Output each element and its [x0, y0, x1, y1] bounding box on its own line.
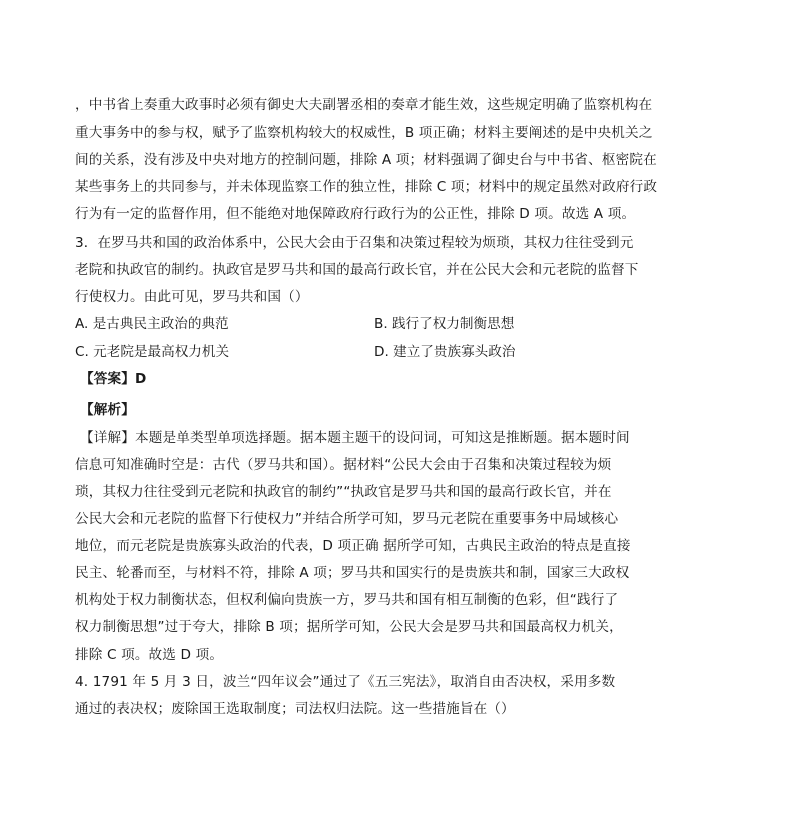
option-d: D. 建立了贵族寡头政治	[374, 344, 516, 360]
analysis-line: 机构处于权力制衡状态，但权利偏向贵族一方，罗马共和国有相互制衡的色彩，但“践行了	[75, 592, 619, 608]
text-line: ，中书省上奏重大政事时必须有御史大夫副署丞相的奏章才能生效，这些规定明确了监察机构在	[75, 97, 653, 113]
option-b: B. 践行了权力制衡思想	[374, 316, 515, 332]
analysis-line: 排除 C 项。故选 D 项。	[75, 647, 224, 663]
text-line: 间的关系，没有涉及中央对地方的控制问题，排除 A 项；材料强调了御史台与中书省、枢密院在	[75, 152, 657, 168]
text-line: 行为有一定的监督作用，但不能绝对地保障政府行政行为的公正性，排除 D 项。故选 A 项。	[75, 206, 636, 222]
question-3-stem: 行使权力。由此可见，罗马共和国（）	[75, 289, 309, 305]
analysis-label: 【解析】	[80, 402, 135, 418]
question-4-stem: 4. 1791 年 5 月 3 日，波兰“四年议会”通过了《五三宪法》，取消自由否决权，采用多数	[75, 674, 616, 690]
analysis-line: 地位，而元老院是贵族寡头政治的代表，D 项正确 据所学可知，古典民主政治的特点是直接	[75, 538, 631, 554]
analysis-line: 信息可知准确时空是：古代（罗马共和国）。据材料“公民大会由于召集和决策过程较为烦	[75, 457, 612, 473]
analysis-line: 权力制衡思想”过于夸大，排除 B 项；据所学可知，公民大会是罗马共和国最高权力机关，	[75, 619, 623, 635]
option-c: C. 元老院是最高权力机关	[75, 344, 230, 360]
analysis-line: 【详解】本题是单类型单项选择题。据本题主题干的设问词，可知这是推断题。据本题时间	[80, 430, 630, 446]
option-a: A. 是古典民主政治的典范	[75, 316, 229, 332]
question-4-stem: 通过的表决权；废除国王选取制度；司法权归法院。这一些措施旨在（）	[75, 701, 515, 717]
analysis-line: 琐，其权力往往受到元老院和执政官的制约”“执政官是罗马共和国的最高行政长官，并在	[75, 484, 612, 500]
answer-label: 【答案】D	[80, 371, 147, 387]
question-3-stem: 老院和执政官的制约。执政官是罗马共和国的最高行政长官，并在公民大会和元老院的监督下	[75, 262, 639, 278]
text-line: 某些事务上的共同参与，并未体现监察工作的独立性，排除 C 项；材料中的规定虽然对政府行政	[75, 179, 658, 195]
analysis-line: 公民大会和元老院的监督下行使权力”并结合所学可知，罗马元老院在重要事务中局域核心	[75, 511, 619, 527]
analysis-line: 民主、轮番而至，与材料不符，排除 A 项；罗马共和国实行的是贵族共和制，国家三大政权	[75, 565, 630, 581]
question-3-stem: 3．在罗马共和国的政治体系中，公民大会由于召集和决策过程较为烦琐，其权力往往受到元	[75, 235, 634, 251]
text-line: 重大事务中的参与权，赋予了监察机构较大的权威性，B 项正确；材料主要阐述的是中央机关之	[75, 125, 653, 141]
